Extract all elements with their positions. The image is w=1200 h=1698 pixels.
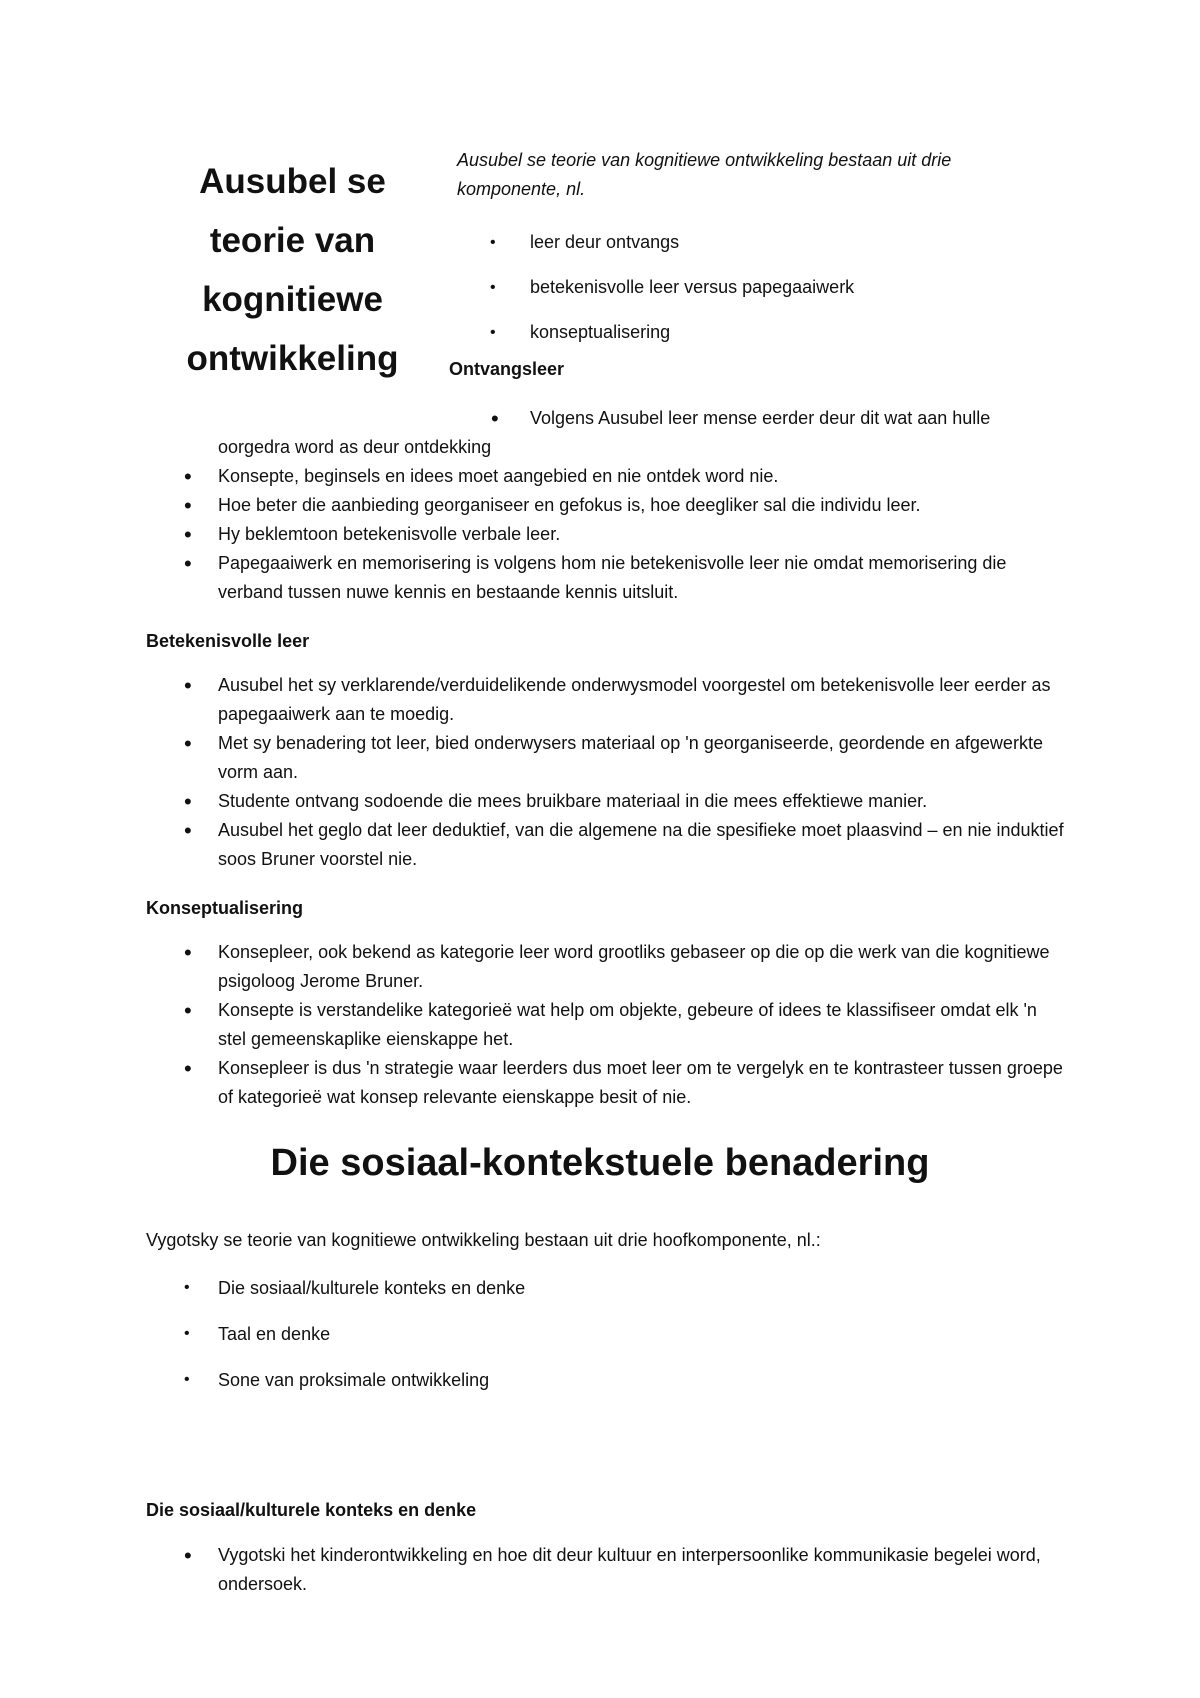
list-item: • Ausubel het sy verklarende/verduidelikende onderwysmodel voorgestel om betekenisvolle leer eerder as papegaaiwerk aan te moedig.	[218, 671, 1068, 729]
vygotsky-components-list	[218, 1265, 525, 1403]
list-item: • Sone van proksimale ontwikkeling	[218, 1357, 525, 1403]
list-item: • leer deur ontvangs	[490, 220, 854, 265]
bullet-icon: •	[491, 406, 499, 431]
list-item: • Studente ontvang sodoende die mees bruikbare materiaal in die mees effektiewe manier.	[218, 787, 1068, 816]
list-item: • Vygotski het kinderontwikkeling en hoe dit deur kultuur en interpersoonlike kommunikasie begelei word, ondersoek.	[218, 1541, 1068, 1599]
section-heading: Die sosiaal-kontekstuele benadering	[270, 1142, 930, 1184]
intro-text: Ausubel se teorie van kognitiewe ontwikkeling bestaan uit drie komponente, nl.	[457, 150, 952, 199]
heading-sosiaal: Die sosiaal/kulturele konteks en denke	[146, 1500, 477, 1520]
vygotsky-intro: Vygotsky se teorie van kognitiewe ontwikkeling bestaan uit drie hoofkomponente, nl.:	[146, 1230, 821, 1250]
side-title: Ausubel se teorie van kognitiewe ontwikkeling	[186, 162, 399, 378]
konseptualisering-list	[218, 938, 1068, 1112]
list-item-line: oorgedra word as deur ontdekking	[218, 437, 492, 457]
list-item: • Konsepte is verstandelike kategorieë wat help om objekte, gebeure of idees te klassifiseer omdat elk 'n stel gemeenskaplike eienskappe het.	[218, 996, 1068, 1054]
list-item: • Taal en denke	[218, 1311, 525, 1357]
list-item: • betekenisvolle leer versus papegaaiwerk	[490, 265, 854, 310]
list-item: • Met sy benadering tot leer, bied onderwysers materiaal op 'n georganiseerde, geordende en afgewerkte vorm aan.	[218, 729, 1068, 787]
heading-ontvangsleer: Ontvangsleer	[449, 359, 565, 379]
betekenisvolle-list	[218, 671, 1068, 874]
heading-konseptualisering: Konseptualisering	[146, 898, 304, 918]
sosiaal-list	[218, 1541, 1068, 1599]
heading-betekenisvolle: Betekenisvolle leer	[146, 631, 310, 651]
list-item: • Konsepleer is dus 'n strategie waar leerders dus moet leer om te vergelyk en te kontrasteer tussen groepe of kategorieë wat konsep relevante eienskappe besit of nie.	[218, 1054, 1068, 1112]
list-item: • Papegaaiwerk en memorisering is volgens hom nie betekenisvolle leer nie omdat memorisering die verband tussen nuwe kennis en bestaande kennis uitsluit.	[218, 549, 1068, 607]
list-item: • Hoe beter die aanbieding georganiseer en gefokus is, hoe deegliker sal die individu leer.	[218, 491, 1068, 520]
list-item: • Konsepte, beginsels en idees moet aangebied en nie ontdek word nie.	[218, 462, 1068, 491]
list-item: • Hy beklemtoon betekenisvolle verbale leer.	[218, 520, 1068, 549]
ontvangsleer-list	[218, 462, 1068, 607]
list-item-line: Volgens Ausubel leer mense eerder deur dit wat aan hulle	[530, 408, 991, 428]
list-item: • Konsepleer, ook bekend as kategorie leer word grootliks gebaseer op die op die werk van die kognitiewe psigoloog Jerome Bruner.	[218, 938, 1068, 996]
list-item: • Ausubel het geglo dat leer deduktief, van die algemene na die spesifieke moet plaasvind – en nie induktief soos Bruner voorstel nie.	[218, 816, 1068, 874]
components-list	[490, 220, 854, 355]
list-item: • Die sosiaal/kulturele konteks en denke	[218, 1265, 525, 1311]
list-item: • konseptualisering	[490, 310, 854, 355]
